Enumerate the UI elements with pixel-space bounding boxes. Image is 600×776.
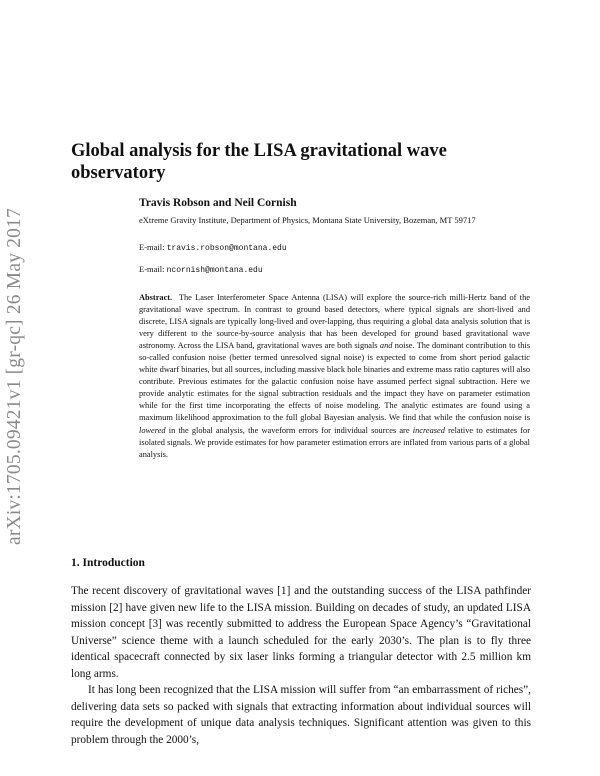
section-heading: 1. Introduction — [71, 557, 145, 569]
abstract-text: The Laser Interferometer Space Antenna (LISA) will explore the source-rich milli-Hertz band of the gravitational wave spectrum. In contrast to ground based detectors, where typical signals are short-lived and discrete, LISA signals are typically long-lived and over-lapping, thus requiring a global data analysis solution that is very different to the source-by-source analysis that has been developed for ground based gravitational wave astronomy. Across the LISA band, gravitational waves are both signals — [139, 293, 531, 351]
abstract-text: in the global analysis, the waveform errors for individual sources are — [165, 425, 413, 435]
body-paragraph: It has long been recognized that the LISA mission will suffer from “an embarrassment of riches”, delivering data sets so packed with signals that extracting information about individual sources will require the development of unique data analysis techniques. Significant attention was given to this problem through the 2000’s, — [71, 684, 531, 746]
email-label: E-mail: — [139, 242, 167, 252]
email-label: E-mail: — [139, 264, 167, 274]
affiliation: eXtreme Gravity Institute, Department of Physics, Montana State University, Bozeman, MT 59717 — [139, 215, 476, 225]
paper-title: Global analysis for the LISA gravitational wave observatory — [71, 141, 447, 183]
author-list: Travis Robson and Neil Cornish — [139, 197, 297, 209]
abstract-emphasis: and — [379, 341, 393, 351]
email-line — [139, 264, 263, 275]
abstract-emphasis: increased — [412, 425, 445, 435]
abstract-heading: Abstract. — [139, 293, 173, 302]
email-line — [139, 242, 287, 253]
email-address[interactable]: travis.robson@montana.edu — [166, 244, 287, 253]
arxiv-identifier-stamp: arXiv:1705.09421v1 [gr-qc] 26 May 2017 — [4, 207, 25, 545]
body-paragraph: The recent discovery of gravitational waves [1] and the outstanding success of the LISA pathfinder mission [2] have given new life to the LISA mission. Building on decades of study, an updated LISA mission concept [3] was recently submitted to address the European Space Agency’s “Gravitational Universe” science theme with a launch scheduled for the early 2030’s. The plan is to fly three identical spacecraft connected by six laser links forming a triangular detector with 2.5 million km long arms. — [71, 585, 531, 680]
email-address[interactable]: ncornish@montana.edu — [166, 266, 263, 275]
abstract-emphasis: lowered — [139, 425, 166, 435]
abstract-text: noise. The dominant contribution to this so-called confusion noise (better termed unresolved signal noise) is expected to come from short period galactic white dwarf binaries, but all sources, including massive black hole binaries and extreme mass ratio captures will also contribute. Previous estimates for the galactic confusion noise have assumed perfect signal subtraction. Here we provide analytic estimates for the signal subtraction residuals and the impact they have on parameter estimation while for the first time incorporating the effects of noise modeling. The analytic estimates are found using a maximum likelihood approximation to the full global Bayesian analysis. We find that while the confusion noise is — [139, 341, 530, 423]
abstract — [139, 292, 530, 461]
abstract-text: relative to estimates for isolated signals. We provide estimates for how parameter estimation errors are inflated from various parts of a global analysis. — [139, 425, 530, 459]
